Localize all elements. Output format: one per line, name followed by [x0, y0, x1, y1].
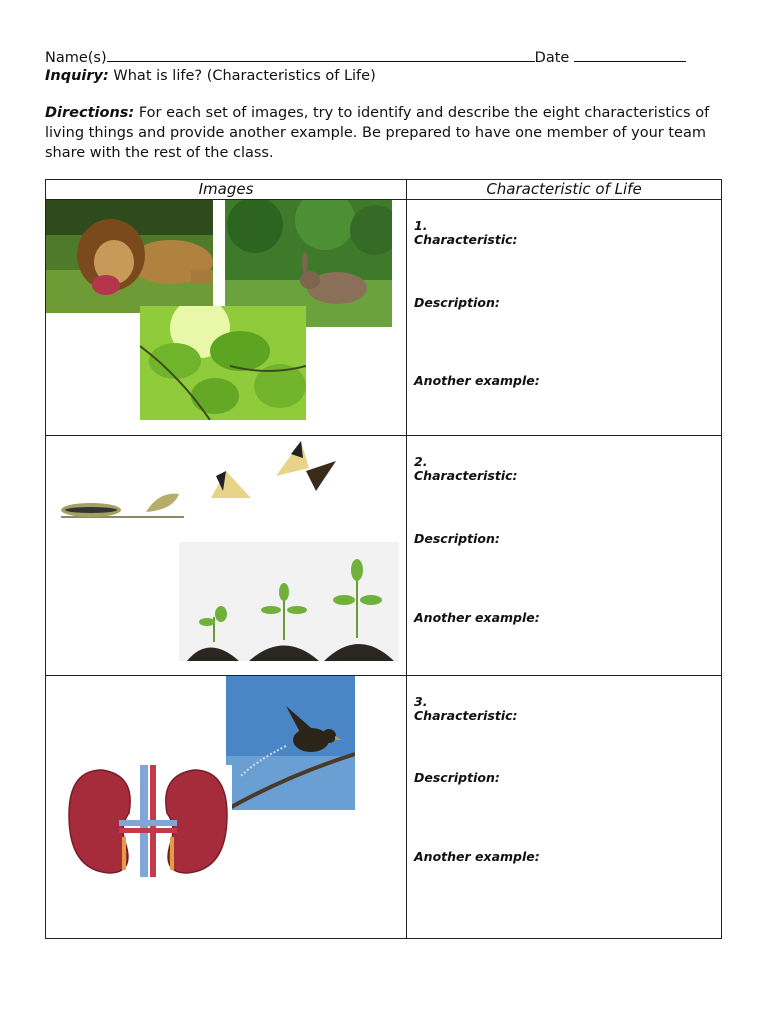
date-label: Date	[534, 50, 570, 66]
kidneys-diagram-image	[64, 765, 232, 877]
column-header-images: Images	[198, 180, 254, 198]
sunlit-leaves-image	[140, 306, 306, 420]
name-label: Name(s)	[45, 50, 107, 66]
row-3-characteristic-label: Characteristic:	[414, 708, 518, 723]
row-1-description-label: Description:	[414, 295, 500, 310]
column-divider	[406, 180, 407, 938]
inquiry-label: Inquiry:	[45, 68, 109, 84]
row-3-example-label: Another example:	[414, 849, 540, 864]
name-field[interactable]	[107, 48, 535, 62]
name-date-line	[45, 48, 686, 67]
row-divider-2	[46, 675, 721, 676]
row-1-number: 1.	[414, 218, 428, 233]
row-2-description-label: Description:	[414, 531, 500, 546]
row-2-characteristic-label: Characteristic:	[414, 468, 518, 483]
row-2-number: 2.	[414, 454, 428, 469]
directions-text: For each set of images, try to identify and describe the eight characteristics of living things and provide another example. Be prepared to have one member of your team share with the rest of the class.	[45, 105, 710, 161]
seedlings-growing-image	[179, 542, 399, 661]
caterpillar-to-butterfly-image	[51, 436, 341, 526]
column-header-characteristic: Characteristic of Life	[486, 180, 642, 198]
row-3-number: 3.	[414, 694, 428, 709]
lion-eating-image	[46, 200, 213, 313]
row-2-example-label: Another example:	[414, 610, 540, 625]
bird-on-branch-image	[226, 676, 355, 810]
date-field[interactable]	[574, 48, 686, 62]
inquiry-text: What is life? (Characteristics of Life)	[113, 68, 376, 84]
row-3-description-label: Description:	[414, 770, 500, 785]
worksheet-table	[45, 179, 722, 939]
row-1-example-label: Another example:	[414, 373, 540, 388]
directions	[45, 103, 735, 163]
inquiry-line	[45, 67, 376, 85]
row-1-characteristic-label: Characteristic:	[414, 232, 518, 247]
directions-label: Directions:	[45, 105, 135, 121]
